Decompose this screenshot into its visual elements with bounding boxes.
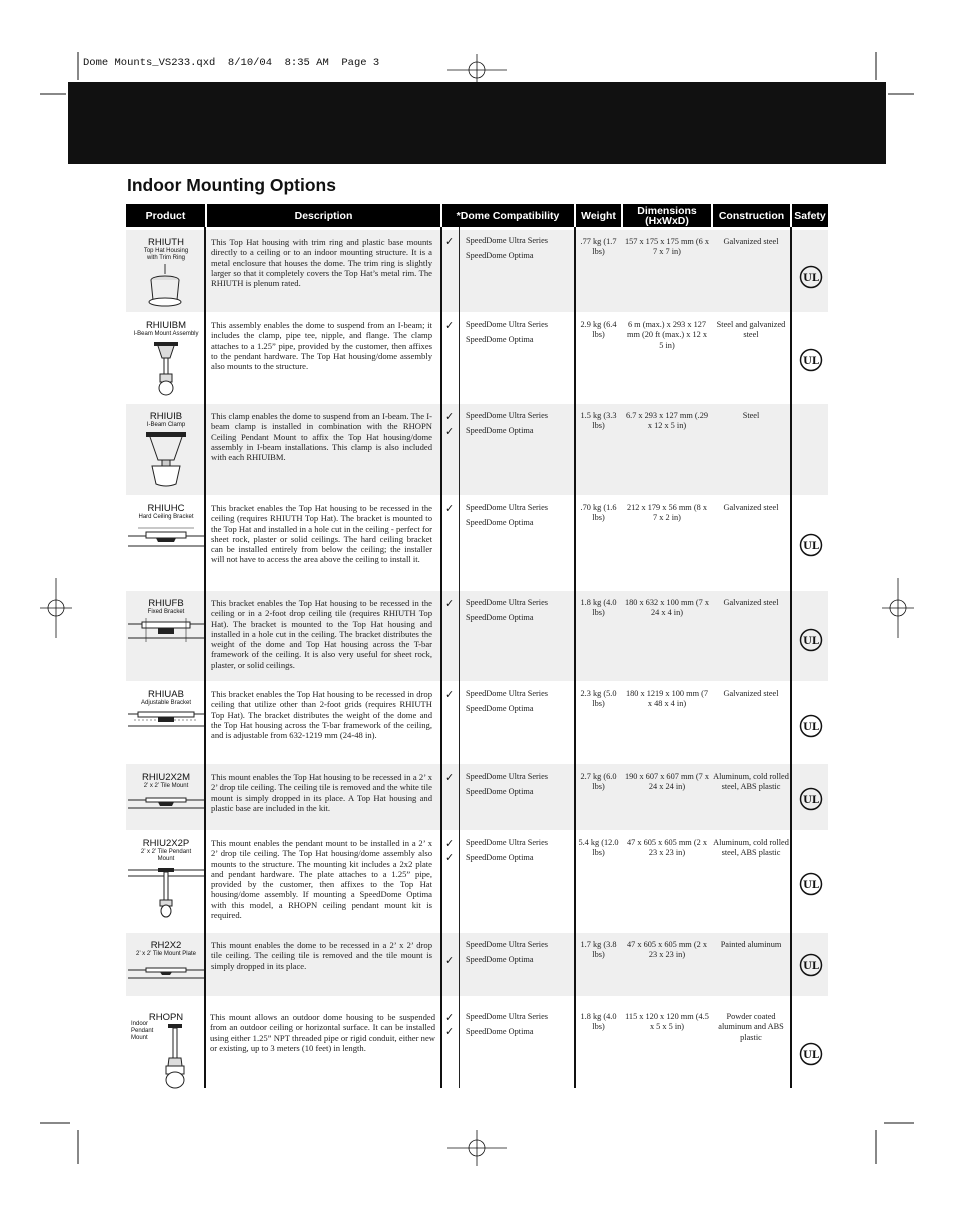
check-icon: ✓ — [445, 319, 455, 332]
construction-value: Painted aluminum — [720, 940, 782, 949]
check-icon: ✓ — [445, 688, 455, 701]
top-hat-housing-illustration — [140, 262, 190, 312]
pendant-mount-illustration — [160, 1024, 190, 1090]
weight-value: 2.3 kg (5.0 lbs) — [580, 689, 617, 709]
header-banner — [68, 82, 886, 164]
check-icon: ✓ — [445, 771, 455, 784]
dimensions-value: 6 m (max.) x 293 x 127 mm (20 ft (max.) x 12 x 5 in) — [627, 320, 707, 350]
tile-mount-illustration — [128, 792, 204, 816]
product-name: I-Beam Clamp — [146, 422, 186, 428]
product-description: This assembly enables the dome to suspend from an I-beam; it includes the clamp, pipe tee, nipple, and flange. The clamp attaches to a 1.25” pipe, provided by the customer, then affixes to the pendant hardware. The Top Hat housing/dome assembly also mounts to the structure. — [211, 320, 432, 372]
product-name: Adjustable Bracket — [140, 700, 192, 706]
registration-mark-left — [40, 578, 72, 638]
dimensions-value: 180 x 1219 x 100 mm (7 x 48 x 4 in) — [625, 689, 709, 709]
ul-listed-icon — [799, 533, 823, 557]
compat-item: SpeedDome Optima — [466, 517, 534, 527]
construction-value: Galvanized steel — [723, 503, 779, 512]
check-icon: ✓ — [445, 502, 455, 515]
i-beam-clamp-illustration — [140, 430, 192, 490]
check-icon: ✓ — [445, 1025, 455, 1038]
dimensions-value: 157 x 175 x 175 mm (6 x 7 x 7 in) — [624, 237, 710, 257]
compat-item: SpeedDome Ultra Series — [466, 320, 549, 329]
ul-listed-icon — [799, 787, 823, 811]
svg-text:UL: UL — [803, 722, 819, 733]
i-beam-mount-illustration — [146, 340, 186, 398]
check-icon: ✓ — [445, 954, 455, 967]
product-name: I-Beam Mount Assembly — [133, 331, 199, 337]
product-description: This mount enables the Top Hat housing to be recessed in a 2’ x 2’ drop tile ceiling. The ceiling tile is removed and the white tile mount is simply dropped in its place. A Top Hat housing and plastic base are included in the kit. — [211, 772, 432, 813]
compat-item: SpeedDome Optima — [466, 852, 534, 862]
product-name: Hard Ceiling Bracket — [138, 514, 194, 520]
registration-mark-bottom — [447, 1130, 507, 1166]
header-construction: Construction — [713, 204, 790, 227]
check-icon: ✓ — [445, 851, 455, 864]
dimensions-value: 47 x 605 x 605 mm (2 x 23 x 23 in) — [627, 838, 707, 858]
construction-value: Aluminum, cold rolled steel, ABS plastic — [713, 838, 789, 858]
svg-text:UL: UL — [803, 273, 819, 284]
compat-item: SpeedDome Ultra Series — [466, 503, 549, 512]
dimensions-value: 180 x 632 x 100 mm (7 x 24 x 4 in) — [624, 598, 710, 618]
product-name: 2’ x 2’ Tile Pendant Mount — [140, 849, 192, 862]
product-name: Top Hat Housing with Trim Ring — [143, 248, 189, 261]
ul-listed-icon — [799, 953, 823, 977]
product-description: This bracket enables the Top Hat housing to be recessed in the ceiling or in a 2-foot drop ceiling tile (requires RHIUTH Top Hat). The bracket is mounted to the Top Hat housing and installed in a hole cut in the ceiling. The bracket distributes the weight of the dome and Top Hat housing across the T-bar framework of the ceiling. It is also very useful for sheet rock, plaster, or solid ceilings. — [211, 598, 432, 670]
compat-item: SpeedDome Ultra Series — [466, 689, 549, 698]
page-title: Indoor Mounting Options — [127, 175, 336, 195]
check-icon: ✓ — [445, 425, 455, 438]
construction-value: Powder coated aluminum and ABS plastic — [718, 1012, 784, 1042]
product-code: RHIU2X2M — [141, 772, 191, 783]
construction-value: Steel and galvanized steel — [716, 320, 786, 340]
compat-item: SpeedDome Ultra Series — [466, 236, 549, 245]
tile-mount-plate-illustration — [128, 962, 204, 986]
weight-value: .70 kg (1.6 lbs) — [580, 503, 617, 523]
weight-value: 1.8 kg (4.0 lbs) — [580, 1012, 617, 1032]
header-product: Product — [126, 204, 205, 227]
svg-text:UL: UL — [803, 961, 819, 972]
dimensions-value: 190 x 607 x 607 mm (7 x 24 x 24 in) — [624, 772, 710, 792]
product-name: Fixed Bracket — [147, 609, 185, 615]
check-icon: ✓ — [445, 597, 455, 610]
weight-value: 1.5 kg (3.3 lbs) — [580, 411, 617, 431]
compat-item: SpeedDome Optima — [466, 954, 534, 964]
construction-value: Aluminum, cold rolled steel, ABS plastic — [713, 772, 789, 792]
compat-item: SpeedDome Optima — [466, 425, 534, 435]
compat-item: SpeedDome Optima — [466, 786, 534, 796]
svg-text:UL: UL — [803, 795, 819, 806]
product-name: 2’ x 2’ Tile Mount — [143, 783, 189, 789]
adjustable-bracket-illustration — [128, 706, 204, 734]
header-description: Description — [207, 204, 440, 227]
product-description: This Top Hat housing with trim ring and plastic base mounts directly to a ceiling or to an indoor mounting structure. It is a metal enclosure that houses the dome. The trim ring is slightly larger so that it completely covers the Top Hat’s metal rim. The RHIUTH is plenum rated. — [211, 237, 432, 289]
product-name: Indoor Pendant Mount — [131, 1021, 154, 1041]
registration-mark-right — [882, 578, 914, 638]
product-code: RHIUAB — [148, 689, 184, 700]
weight-value: .77 kg (1.7 lbs) — [580, 237, 617, 257]
check-icon: ✓ — [445, 235, 455, 248]
header-dome-compatibility: *Dome Compatibility — [442, 204, 574, 227]
construction-value: Galvanized steel — [723, 689, 779, 698]
compat-item: SpeedDome Ultra Series — [466, 772, 549, 781]
column-rule — [459, 227, 460, 1088]
product-code: RHIUTH — [148, 237, 184, 248]
product-code: RHIUIB — [149, 411, 183, 422]
product-code: RH2X2 — [150, 940, 182, 951]
ul-listed-icon — [799, 628, 823, 652]
compat-item: SpeedDome Optima — [466, 334, 534, 344]
compat-item: SpeedDome Optima — [466, 703, 534, 713]
check-icon: ✓ — [445, 410, 455, 423]
weight-value: 5.4 kg (12.0 lbs) — [578, 838, 619, 858]
svg-text:UL: UL — [803, 541, 819, 552]
construction-value: Steel — [742, 411, 760, 420]
dimensions-value: 115 x 120 x 120 mm (4.5 x 5 x 5 in) — [625, 1012, 709, 1032]
check-icon: ✓ — [445, 1011, 455, 1024]
hard-ceiling-bracket-illustration — [128, 524, 204, 554]
product-description: This clamp enables the dome to suspend from an I-beam. The I-beam clamp is installed in combination with the RHOPN Ceiling Pendant Mount to affix the Top Hat housing/dome assembly in I-beam installations. This clamp is also included with each RHIUIBM. — [211, 411, 432, 463]
fixed-bracket-illustration — [128, 616, 204, 646]
compat-item: SpeedDome Optima — [466, 250, 534, 260]
file-slug: Dome Mounts_VS233.qxd 8/10/04 8:35 AM Page 3 — [83, 57, 380, 69]
construction-value: Galvanized steel — [723, 237, 779, 246]
weight-value: 1.7 kg (3.8 lbs) — [580, 940, 617, 960]
svg-text:UL: UL — [803, 880, 819, 891]
compat-item: SpeedDome Optima — [466, 1026, 534, 1036]
column-rule — [204, 227, 206, 1088]
dimensions-value: 6.7 x 293 x 127 mm (.29 x 12 x 5 in) — [625, 411, 709, 431]
product-description: This mount allows an outdoor dome housing to be suspended from an outdoor ceiling or horizontal surface. It can be installed using either 1.25” NPT threaded pipe or rigid conduit, either new or existing, up to 3 meters (10 feet) in length. — [210, 1012, 435, 1053]
compat-item: SpeedDome Ultra Series — [466, 598, 549, 607]
dimensions-value: 212 x 179 x 56 mm (8 x 7 x 2 in) — [627, 503, 707, 523]
product-description: This mount enables the pendant mount to be installed in a 2’ x 2’ drop tile ceiling. The Top Hat housing/dome assembly also mounts to the structure. The mounting kit includes a 2x2 plate and pendant hardware. The plate attaches to a 1.25” pipe, provided by the customer, then affixes to the Top Hat housing/dome assembly. If mounting a SpeedDome Optima with this model, a RHOPN ceiling pendant mount kit is required. — [211, 838, 432, 921]
compat-item: SpeedDome Ultra Series — [466, 1012, 549, 1021]
product-description: This bracket enables the Top Hat housing to be recessed in drop ceiling that utilize other than 2-foot grids (requires RHIUTH Top Hat). The bracket distributes the weight of the dome and the Top Hat housing across the T-bar framework of the ceiling, and is adjustable from 632-1219 mm (24-48 in). — [211, 689, 432, 741]
header-safety: Safety — [792, 204, 828, 227]
dimensions-value: 47 x 605 x 605 mm (2 x 23 x 23 in) — [627, 940, 707, 960]
header-weight: Weight — [576, 204, 621, 227]
compat-item: SpeedDome Optima — [466, 612, 534, 622]
ul-listed-icon — [799, 265, 823, 289]
weight-value: 2.9 kg (6.4 lbs) — [580, 320, 617, 340]
compat-item: SpeedDome Ultra Series — [466, 940, 549, 949]
ul-listed-icon — [799, 872, 823, 896]
svg-text:UL: UL — [803, 356, 819, 367]
product-description: This bracket enables the Top Hat housing to be recessed in the ceiling (requires RHIUTH Top Hat). The bracket is mounted to the Top Hat and installed in a hole cut in the ceiling - perfect for sheet rock, plaster or solid ceilings. The hard ceiling bracket can be installed entirely from below the ceiling; the installer will not have to access the area above the ceiling to install it. — [211, 503, 432, 565]
product-code: RHIUHC — [147, 503, 185, 514]
ul-listed-icon — [799, 348, 823, 372]
product-code: RHIU2X2P — [142, 838, 190, 849]
ul-listed-icon — [799, 714, 823, 738]
product-name: 2’ x 2’ Tile Mount Plate — [136, 951, 196, 957]
product-code: RHIUFB — [148, 598, 184, 609]
tile-pendant-mount-illustration — [128, 864, 204, 920]
svg-text:UL: UL — [803, 636, 819, 647]
product-code: RHIUIBM — [145, 320, 187, 331]
weight-value: 2.7 kg (6.0 lbs) — [580, 772, 617, 792]
column-rule — [440, 227, 442, 1088]
check-icon: ✓ — [445, 837, 455, 850]
column-rule — [790, 227, 792, 1088]
product-description: This mount enables the dome to be recessed in a 2’ x 2’ drop tile ceiling. The ceiling tile is removed and the tile mount is simply dropped in its place. — [211, 940, 432, 971]
construction-value: Galvanized steel — [723, 598, 779, 607]
header-dimensions: Dimensions (HxWxD) — [623, 204, 711, 227]
svg-text:UL: UL — [803, 1050, 819, 1061]
compat-item: SpeedDome Ultra Series — [466, 411, 549, 420]
ul-listed-icon — [799, 1042, 823, 1066]
compat-item: SpeedDome Ultra Series — [466, 838, 549, 847]
product-code: RHOPN — [148, 1012, 184, 1023]
weight-value: 1.8 kg (4.0 lbs) — [580, 598, 617, 618]
